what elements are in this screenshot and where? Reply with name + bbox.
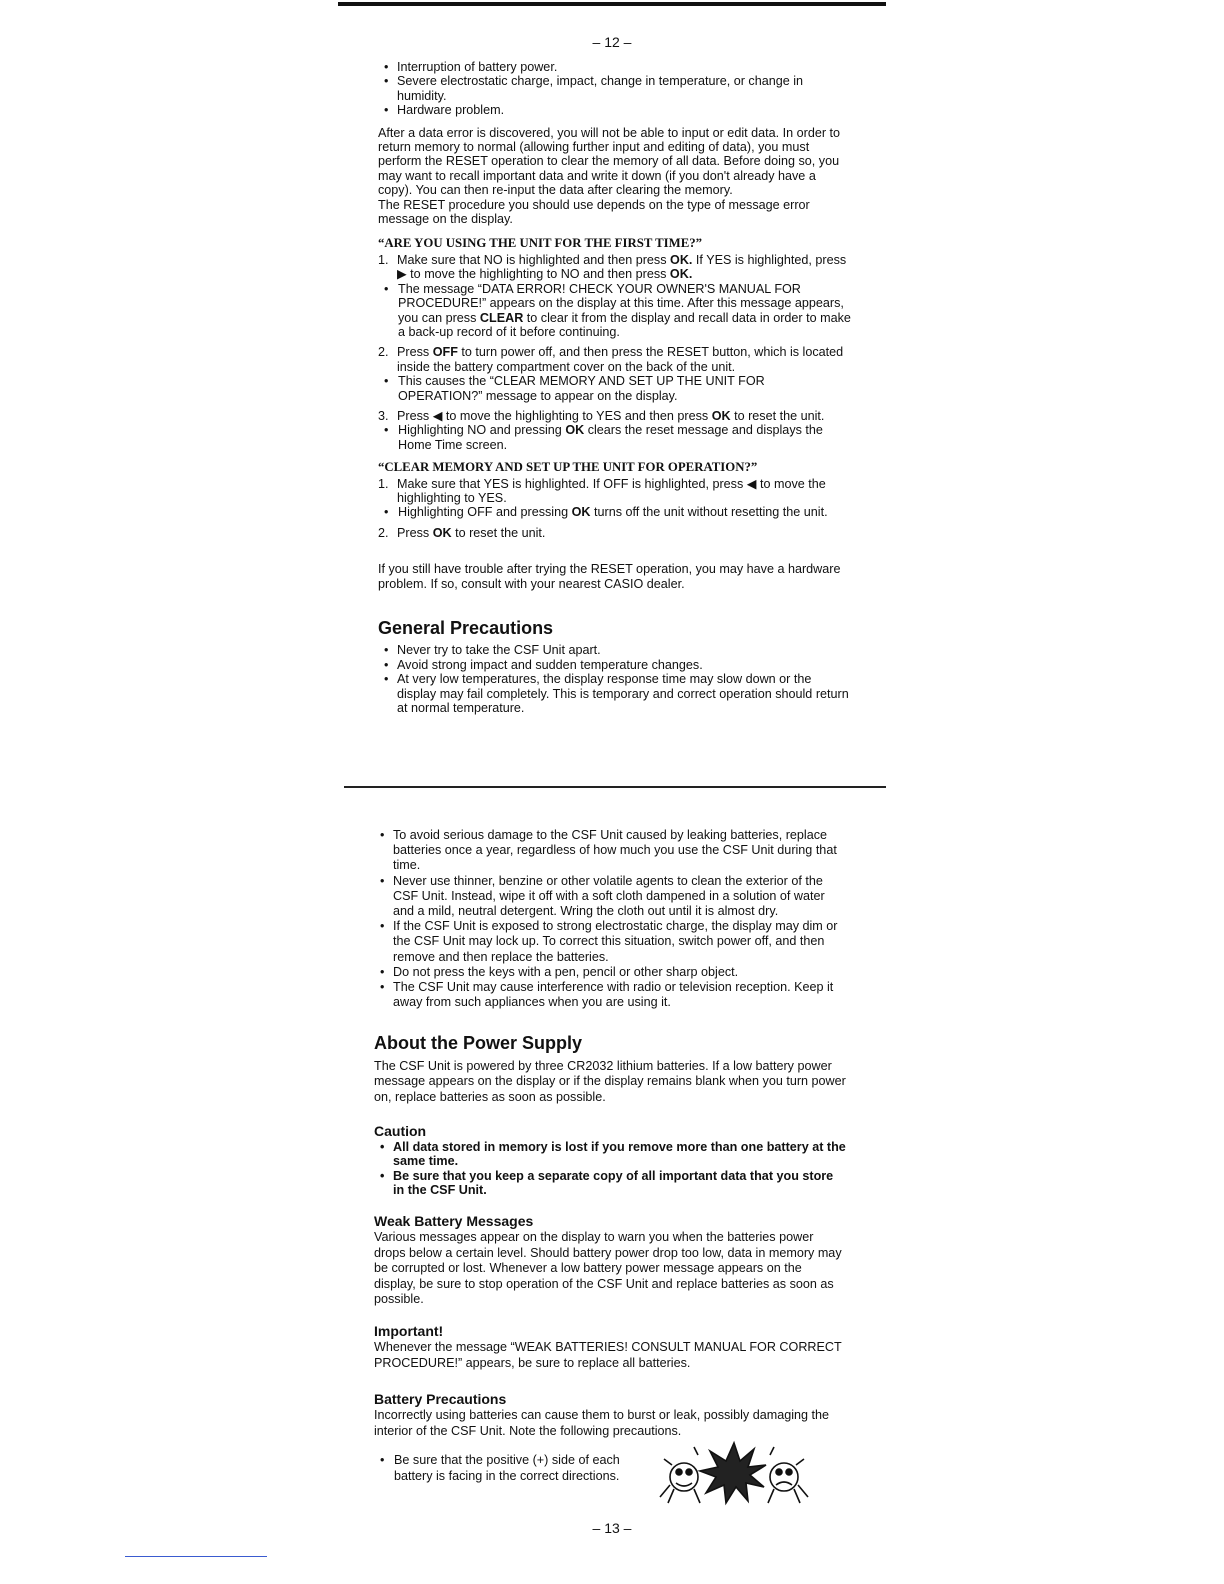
general-precautions-list xyxy=(378,643,852,715)
clear-memory-step-1 xyxy=(378,477,852,520)
power-supply-text: The CSF Unit is powered by three CR2032 lithium batteries. If a low battery power message appears on the display or if the display remains blank when you turn power on, replace batteries as soon as possible. xyxy=(374,1058,846,1105)
important-text: Whenever the message “WEAK BATTERIES! CONSULT MANUAL FOR CORRECT PROCEDURE!” appears, be sure to replace all batteries. xyxy=(374,1340,842,1371)
step-note xyxy=(378,423,852,452)
weak-battery-text: Various messages appear on the display to warn you when the batteries power drops below a certain level. Should battery power drop too low, data in memory may be corrupted or lost. Whenever a low battery power message appears on the display, be sure to stop operation of the CSF Unit and replace batteries as soon as possible. xyxy=(374,1230,842,1307)
step-text: Press OFF to turn power off, and then press the RESET button, which is located inside the battery compartment cover on the back of the unit. xyxy=(397,345,844,374)
reset-paragraph: The RESET procedure you should use depends on the type of message error message on the display. xyxy=(378,197,810,227)
list-item: • All data stored in memory is lost if you remove more than one battery at the same time. xyxy=(374,1140,846,1169)
step-number: 2. xyxy=(378,345,389,360)
list-item: • This causes the “CLEAR MEMORY AND SET UP THE UNIT FOR OPERATION?” message to appear on the display. xyxy=(378,374,852,403)
list-item: • Avoid strong impact and sudden temperature changes. xyxy=(378,658,852,672)
step-number: 1. xyxy=(378,252,389,267)
list-item: • Highlighting NO and pressing OK clears the reset message and displays the Home Time screen. xyxy=(378,423,852,452)
list-item: • Never use thinner, benzine or other volatile agents to clean the exterior of the CSF Unit. Instead, wipe it off with a soft cloth dampened in a solution of water and a mild, neutral detergent. Wring the cloth out until it is almost dry. xyxy=(374,874,846,920)
step-number: 3. xyxy=(378,408,389,423)
battery-precaution-item xyxy=(374,1453,846,1509)
list-item: • Never try to take the CSF Unit apart. xyxy=(378,643,852,657)
battery-precautions-heading: Battery Precautions xyxy=(374,1390,507,1407)
list-item: • If the CSF Unit is exposed to strong electrostatic charge, the display may dim or the CSF Unit may lock up. To correct this situation, switch power off, and then remove and then replace the batteries. xyxy=(374,919,846,965)
step-number: 1. xyxy=(378,476,389,491)
list-item: • Be sure that the positive (+) side of each battery is facing in the correct directions. xyxy=(374,1453,624,1484)
footer-rule xyxy=(125,1556,267,1557)
step-note xyxy=(378,282,852,340)
first-time-step-1 xyxy=(378,253,852,339)
step-text: Press OK to reset the unit. xyxy=(397,525,546,540)
list-item: • Hardware problem. xyxy=(378,103,852,117)
top-rule xyxy=(338,2,886,6)
list-item: • At very low temperatures, the display response time may slow down or the display may fail completely. This is temporary and correct operation should return at normal temperature. xyxy=(378,672,852,715)
left-arrow-icon: ◀ xyxy=(432,408,443,423)
list-item: • Highlighting OFF and pressing OK turns off the unit without resetting the unit. xyxy=(378,505,852,519)
list-item: • Be sure that you keep a separate copy of all important data that you store in the CSF Unit. xyxy=(374,1169,846,1198)
left-arrow-icon: ◀ xyxy=(746,476,757,491)
intro-paragraph: After a data error is discovered, you will not be able to input or edit data. In order to return memory to normal (allowing further input and editing of data), you must perform the RESET operation to clear the memory of all data. Before doing so, you may want to recall important data and write it down (if you don't already have a copy). You can then re-input the data after clearing the memory. xyxy=(378,125,841,198)
page-divider xyxy=(344,786,886,788)
general-precautions-heading: General Precautions xyxy=(378,618,554,638)
battery-precautions-list xyxy=(374,1453,624,1484)
page-number-bottom: – 13 – xyxy=(592,1520,632,1536)
step-note xyxy=(378,374,852,403)
clear-memory-step-2 xyxy=(378,526,852,540)
step-text: Make sure that NO is highlighted and then press OK. If YES is highlighted, press ▶ to move the highlighting to NO and then press OK. xyxy=(397,252,847,282)
right-arrow-icon: ▶ xyxy=(397,267,407,282)
page-13-column xyxy=(374,828,846,1509)
battery-burst-illustration-icon xyxy=(654,1439,814,1509)
weak-battery-heading: Weak Battery Messages xyxy=(374,1212,534,1229)
page-12-column xyxy=(378,60,852,715)
more-precautions-list xyxy=(374,828,846,1010)
list-item: • Severe electrostatic charge, impact, change in temperature, or change in humidity. xyxy=(378,74,852,103)
first-time-step-2 xyxy=(378,345,852,403)
step-text: Press ◀ to move the highlighting to YES and then press OK to reset the unit. xyxy=(397,408,825,423)
page-number-top: – 12 – xyxy=(592,34,632,50)
first-time-step-3 xyxy=(378,409,852,452)
trouble-paragraph: If you still have trouble after trying the RESET operation, you may have a hardware problem. If so, consult with your nearest CASIO dealer. xyxy=(378,562,841,591)
battery-precautions-text: Incorrectly using batteries can cause them to burst or leak, possibly damaging the interior of the CSF Unit. Note the following precautions. xyxy=(374,1408,830,1438)
list-item: • Do not press the keys with a pen, pencil or other sharp object. xyxy=(374,965,846,980)
list-item: • The CSF Unit may cause interference with radio or television reception. Keep it away from such appliances when you are using it. xyxy=(374,980,846,1010)
caution-heading: Caution xyxy=(374,1122,427,1139)
caution-list xyxy=(374,1140,846,1198)
error-causes-list xyxy=(378,60,852,118)
step-note xyxy=(378,505,852,519)
first-time-heading: “ARE YOU USING THE UNIT FOR THE FIRST TIME?” xyxy=(378,236,703,251)
important-heading: Important! xyxy=(374,1323,444,1340)
step-text: Make sure that YES is highlighted. If OFF is highlighted, press ◀ to move the highlighting to YES. xyxy=(397,476,826,505)
list-item: • To avoid serious damage to the CSF Unit caused by leaking batteries, replace batteries once a year, regardless of how much you use the CSF Unit during that time. xyxy=(374,828,846,874)
list-item: • Interruption of battery power. xyxy=(378,60,852,74)
list-item: • The message “DATA ERROR! CHECK YOUR OWNER'S MANUAL FOR PROCEDURE!” appears on the display at this time. After this message appears, you can press CLEAR to clear it from the display and recall data in order to make a back-up record of it before continuing. xyxy=(378,282,852,340)
power-supply-heading: About the Power Supply xyxy=(374,1033,583,1054)
step-number: 2. xyxy=(378,525,389,540)
clear-memory-heading: “CLEAR MEMORY AND SET UP THE UNIT FOR OPERATION?” xyxy=(378,460,758,475)
